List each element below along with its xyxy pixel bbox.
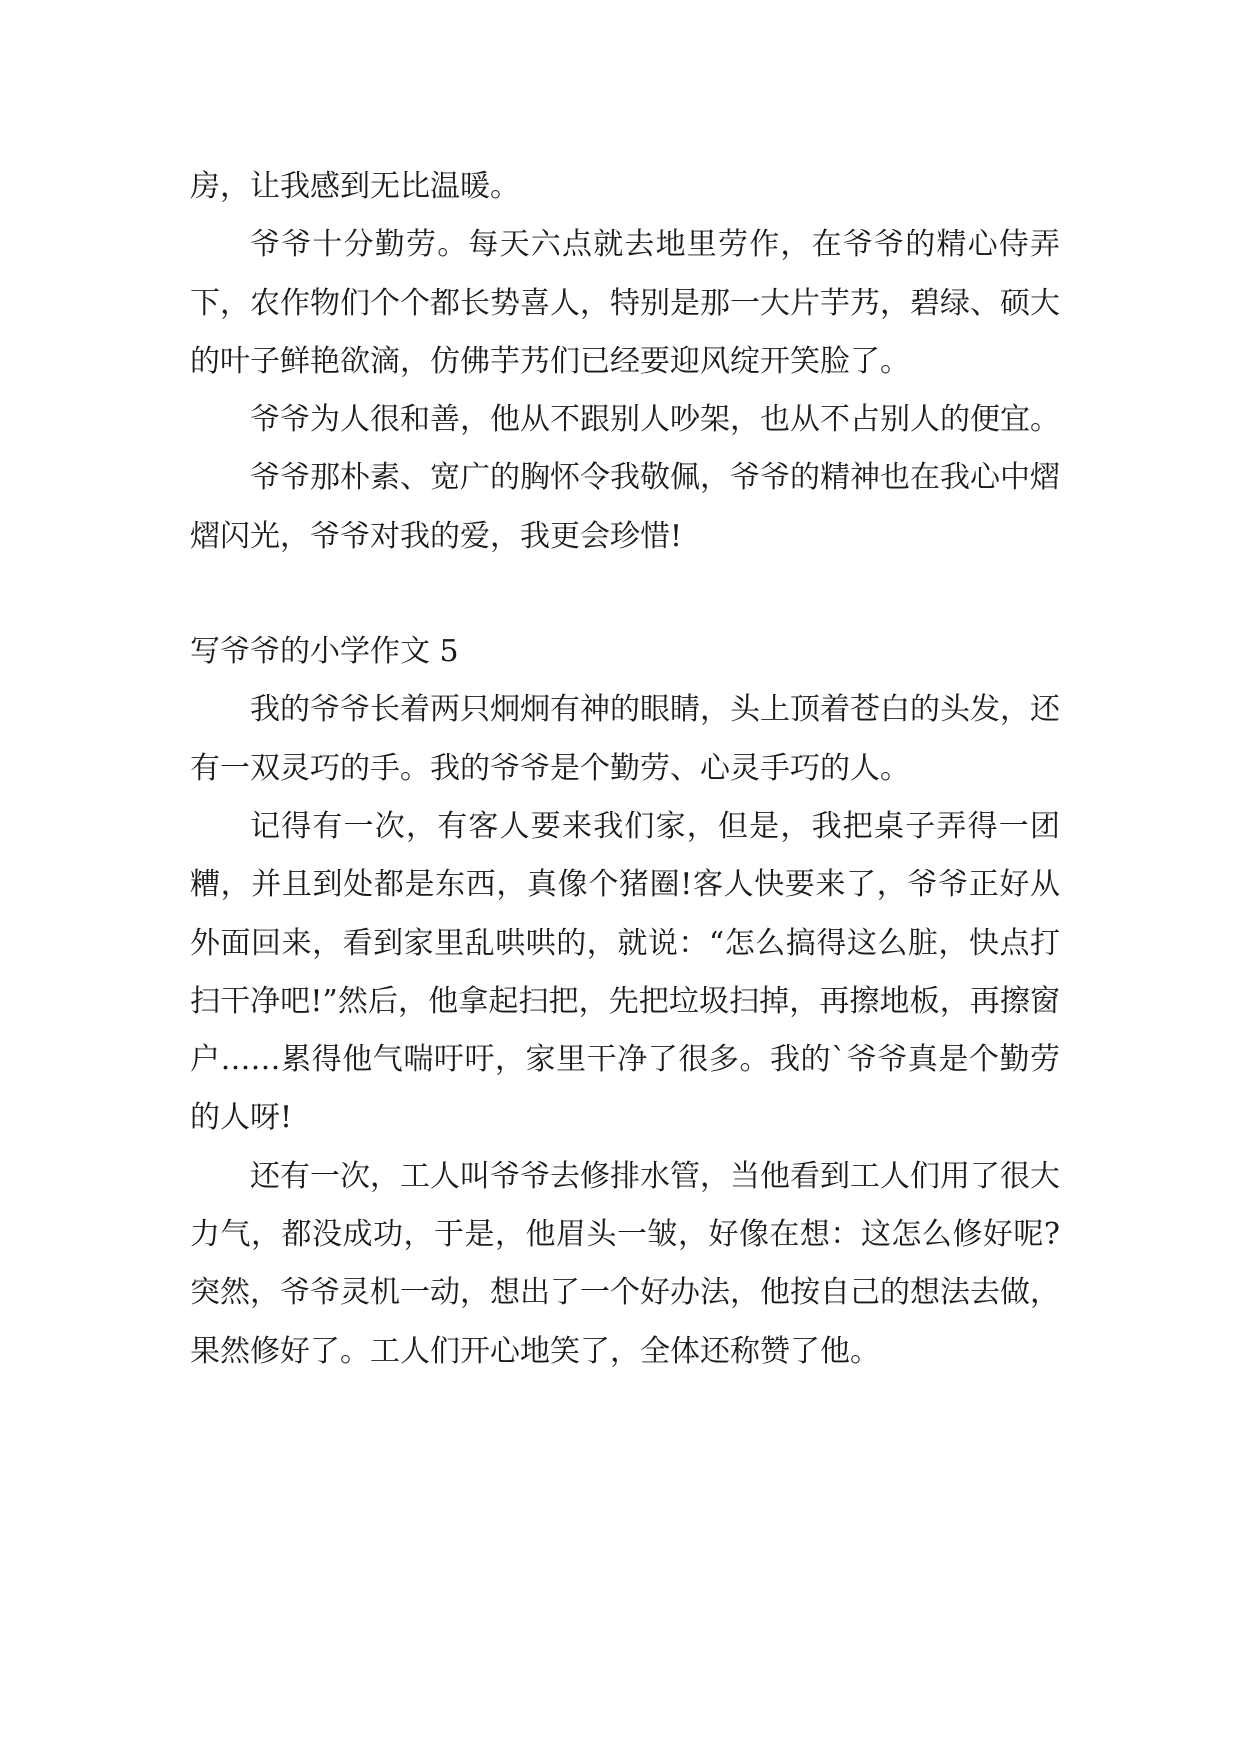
- paragraph: 爷爷十分勤劳。每天六点就去地里劳作，在爷爷的精心侍弄下，农作物们个个都长势喜人，特别是那一大片芋艿，碧绿、硕大的叶子鲜艳欲滴，仿佛芋艿们已经要迎风绽开笑脸了。: [190, 227, 1060, 379]
- paragraph-continuation: 房，让我感到无比温暖。: [190, 169, 520, 204]
- section-title: 写爷爷的小学作文 5: [190, 634, 459, 670]
- paragraph: 我的爷爷长着两只炯炯有神的眼睛，头上顶着苍白的头发，还有一双灵巧的手。我的爷爷是个勤劳、心灵手巧的人。: [190, 692, 1060, 786]
- paragraph: 记得有一次，有客人要来我们家，但是，我把桌子弄得一团糟，并且到处都是东西，真像个猪圈!客人快要来了，爷爷正好从外面回来，看到家里乱哄哄的，就说：“怎么搞得这么脏，快点打扫干净吧!”然后，他拿起扫把，先把垃圾扫掉，再擦地板，再擦窗户……累得他气喘吁吁，家里干净了很多。我的`爷爷真是个勤劳的人呀!: [190, 808, 1060, 1136]
- paragraph: 爷爷为人很和善，他从不跟别人吵架，也从不占别人的便宜。: [250, 402, 1060, 438]
- paragraph: 爷爷那朴素、宽广的胸怀令我敬佩，爷爷的精神也在我心中熠熠闪光，爷爷对我的爱，我更会珍惜!: [190, 460, 1060, 554]
- paragraph: 还有一次，工人叫爷爷去修排水管，当他看到工人们用了很大力气，都没成功，于是，他眉头一皱，好像在想：这怎么修好呢?突然，爷爷灵机一动，想出了一个好办法，他按自己的想法去做，果然修好了。工人们开心地笑了，全体还称赞了他。: [190, 1158, 1060, 1369]
- document-body: [190, 158, 1060, 1381]
- section-spacer: [190, 566, 1060, 623]
